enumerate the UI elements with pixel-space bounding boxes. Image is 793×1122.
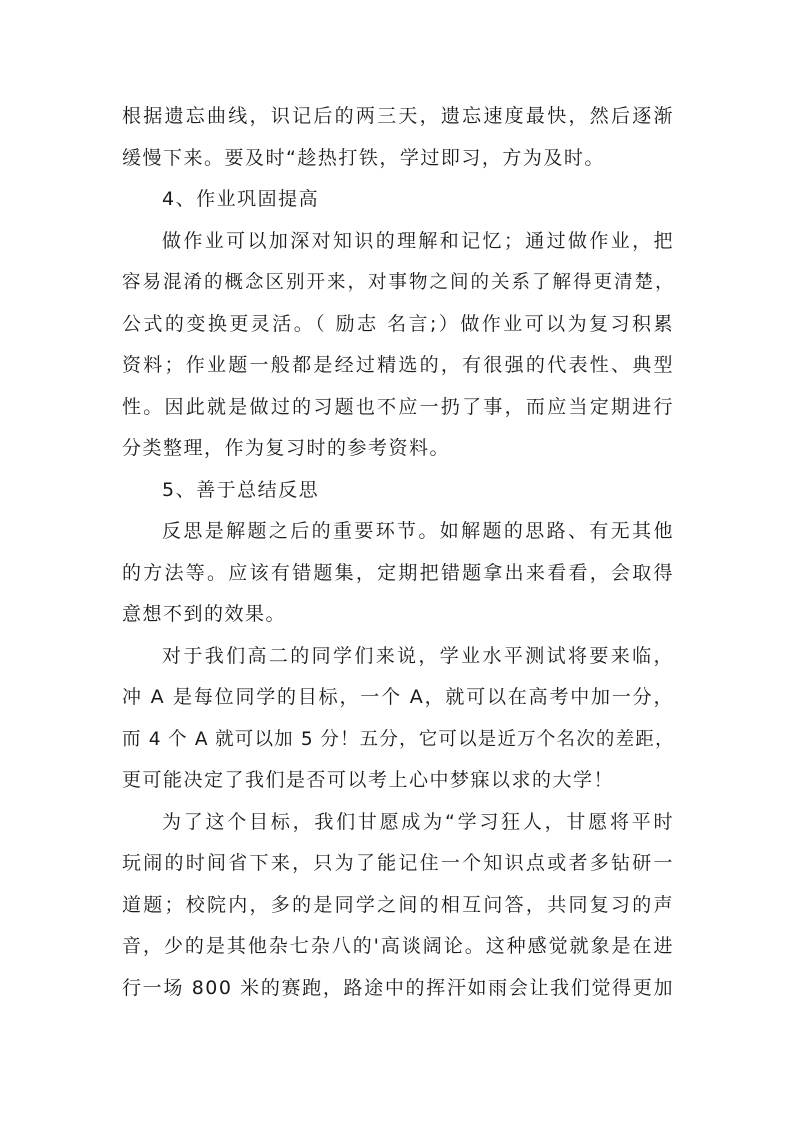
section-heading: 5、善于总结反思 <box>162 478 320 501</box>
text-line: 缓慢下来。要及时“趁热打铁，学过即习，方为及时。 <box>122 146 605 169</box>
text-line: 行一场 800 米的赛跑，路途中的挥汗如雨会让我们觉得更加 <box>122 976 674 999</box>
text-line: 音，少的是其他杂七杂八的'高谈阔论。这种感觉就象是在进 <box>122 935 674 957</box>
text-line: 的方法等。应该有错题集，定期把错题拿出来看看，会取得 <box>122 561 674 584</box>
text-line: 对于我们高二的同学们来说，学业水平测试将要来临， <box>162 644 674 667</box>
text-line: 根据遗忘曲线，识记后的两三天，遗忘速度最快，然后逐渐 <box>122 105 674 127</box>
section-heading: 4、作业巩固提高 <box>162 188 320 210</box>
text-line: 玩闹的时间省下来，只为了能记住一个知识点或者多钻研一 <box>122 852 674 874</box>
text-line: 反思是解题之后的重要环节。如解题的思路、有无其他 <box>162 520 674 542</box>
text-line: 资料；作业题一般都是经过精选的，有很强的代表性、典型 <box>122 354 674 376</box>
document-body <box>122 96 674 1009</box>
text-line: 道题；校院内，多的是同学之间的相互问答，共同复习的声 <box>122 893 674 916</box>
text-line: 做作业可以加深对知识的理解和记忆；通过做作业，把 <box>162 229 674 252</box>
text-line: 分类整理，作为复习时的参考资料。 <box>122 437 451 459</box>
text-line: 公式的变换更灵活。（ 励志 名言;）做作业可以为复习积累 <box>122 312 674 335</box>
text-line: 为了这个目标，我们甘愿成为“学习狂人，甘愿将平时 <box>162 810 674 833</box>
text-line: 意想不到的效果。 <box>122 603 287 625</box>
text-line: 冲 A 是每位同学的目标，一个 A，就可以在高考中加一分， <box>122 686 674 708</box>
text-line: 容易混淆的概念区别开来，对事物之间的关系了解得更清楚， <box>122 272 674 293</box>
text-line: 而 4 个 A 就可以加 5 分！五分，它可以是近万个名次的差距， <box>122 728 674 750</box>
text-line: 性。因此就是做过的习题也不应一扔了事，而应当定期进行 <box>122 395 674 418</box>
text-line: 更可能决定了我们是否可以考上心中梦寐以求的大学！ <box>122 769 615 791</box>
